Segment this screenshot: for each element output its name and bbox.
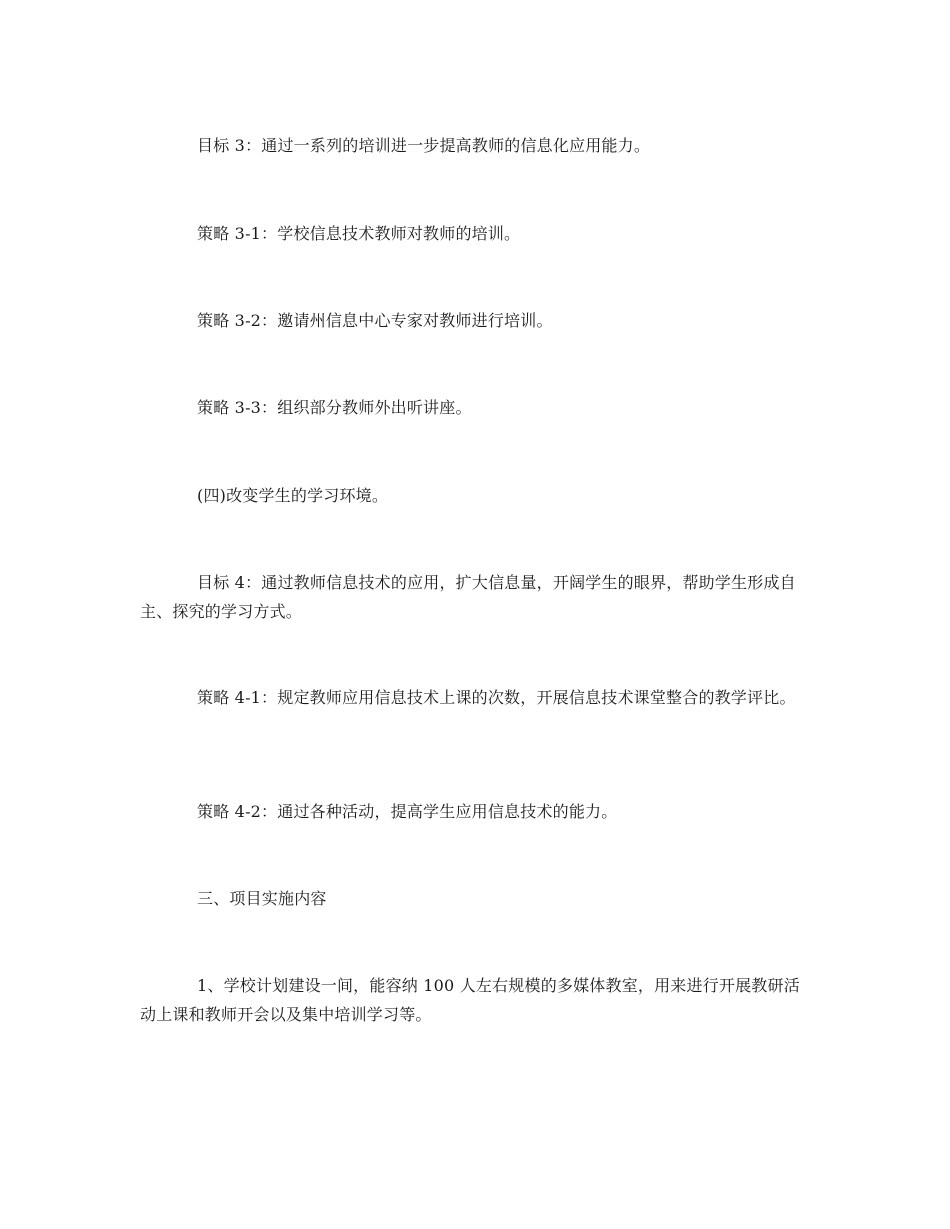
strategy-3-3-paragraph: 策略 3-3：组织部分教师外出听讲座。 xyxy=(197,398,472,417)
section-3-heading: 三、项目实施内容 xyxy=(197,889,327,908)
section-4-heading: (四)改变学生的学习环境。 xyxy=(197,486,389,505)
strategy-3-1-paragraph: 策略 3-1：学校信息技术教师对教师的培训。 xyxy=(197,224,521,243)
item-1-paragraph: 1、学校计划建设一间，能容纳 100 人左右规模的多媒体教室，用来进行开展教研活动上课和教师开会以及集中培训学习等。 xyxy=(140,976,800,1024)
goal-4-paragraph: 目标 4：通过教师信息技术的应用，扩大信息量，开阔学生的眼界，帮助学生形成自主、探究的学习方式。 xyxy=(140,573,796,621)
strategy-4-1-paragraph: 策略 4-1：规定教师应用信息技术上课的次数，开展信息技术课堂整合的教学评比。 xyxy=(197,688,796,707)
strategy-4-2-paragraph: 策略 4-2：通过各种活动，提高学生应用信息技术的能力。 xyxy=(197,802,618,821)
strategy-3-2-paragraph: 策略 3-2：邀请州信息中心专家对教师进行培训。 xyxy=(197,311,553,330)
goal-3-paragraph: 目标 3：通过一系列的培训进一步提高教师的信息化应用能力。 xyxy=(197,136,651,155)
